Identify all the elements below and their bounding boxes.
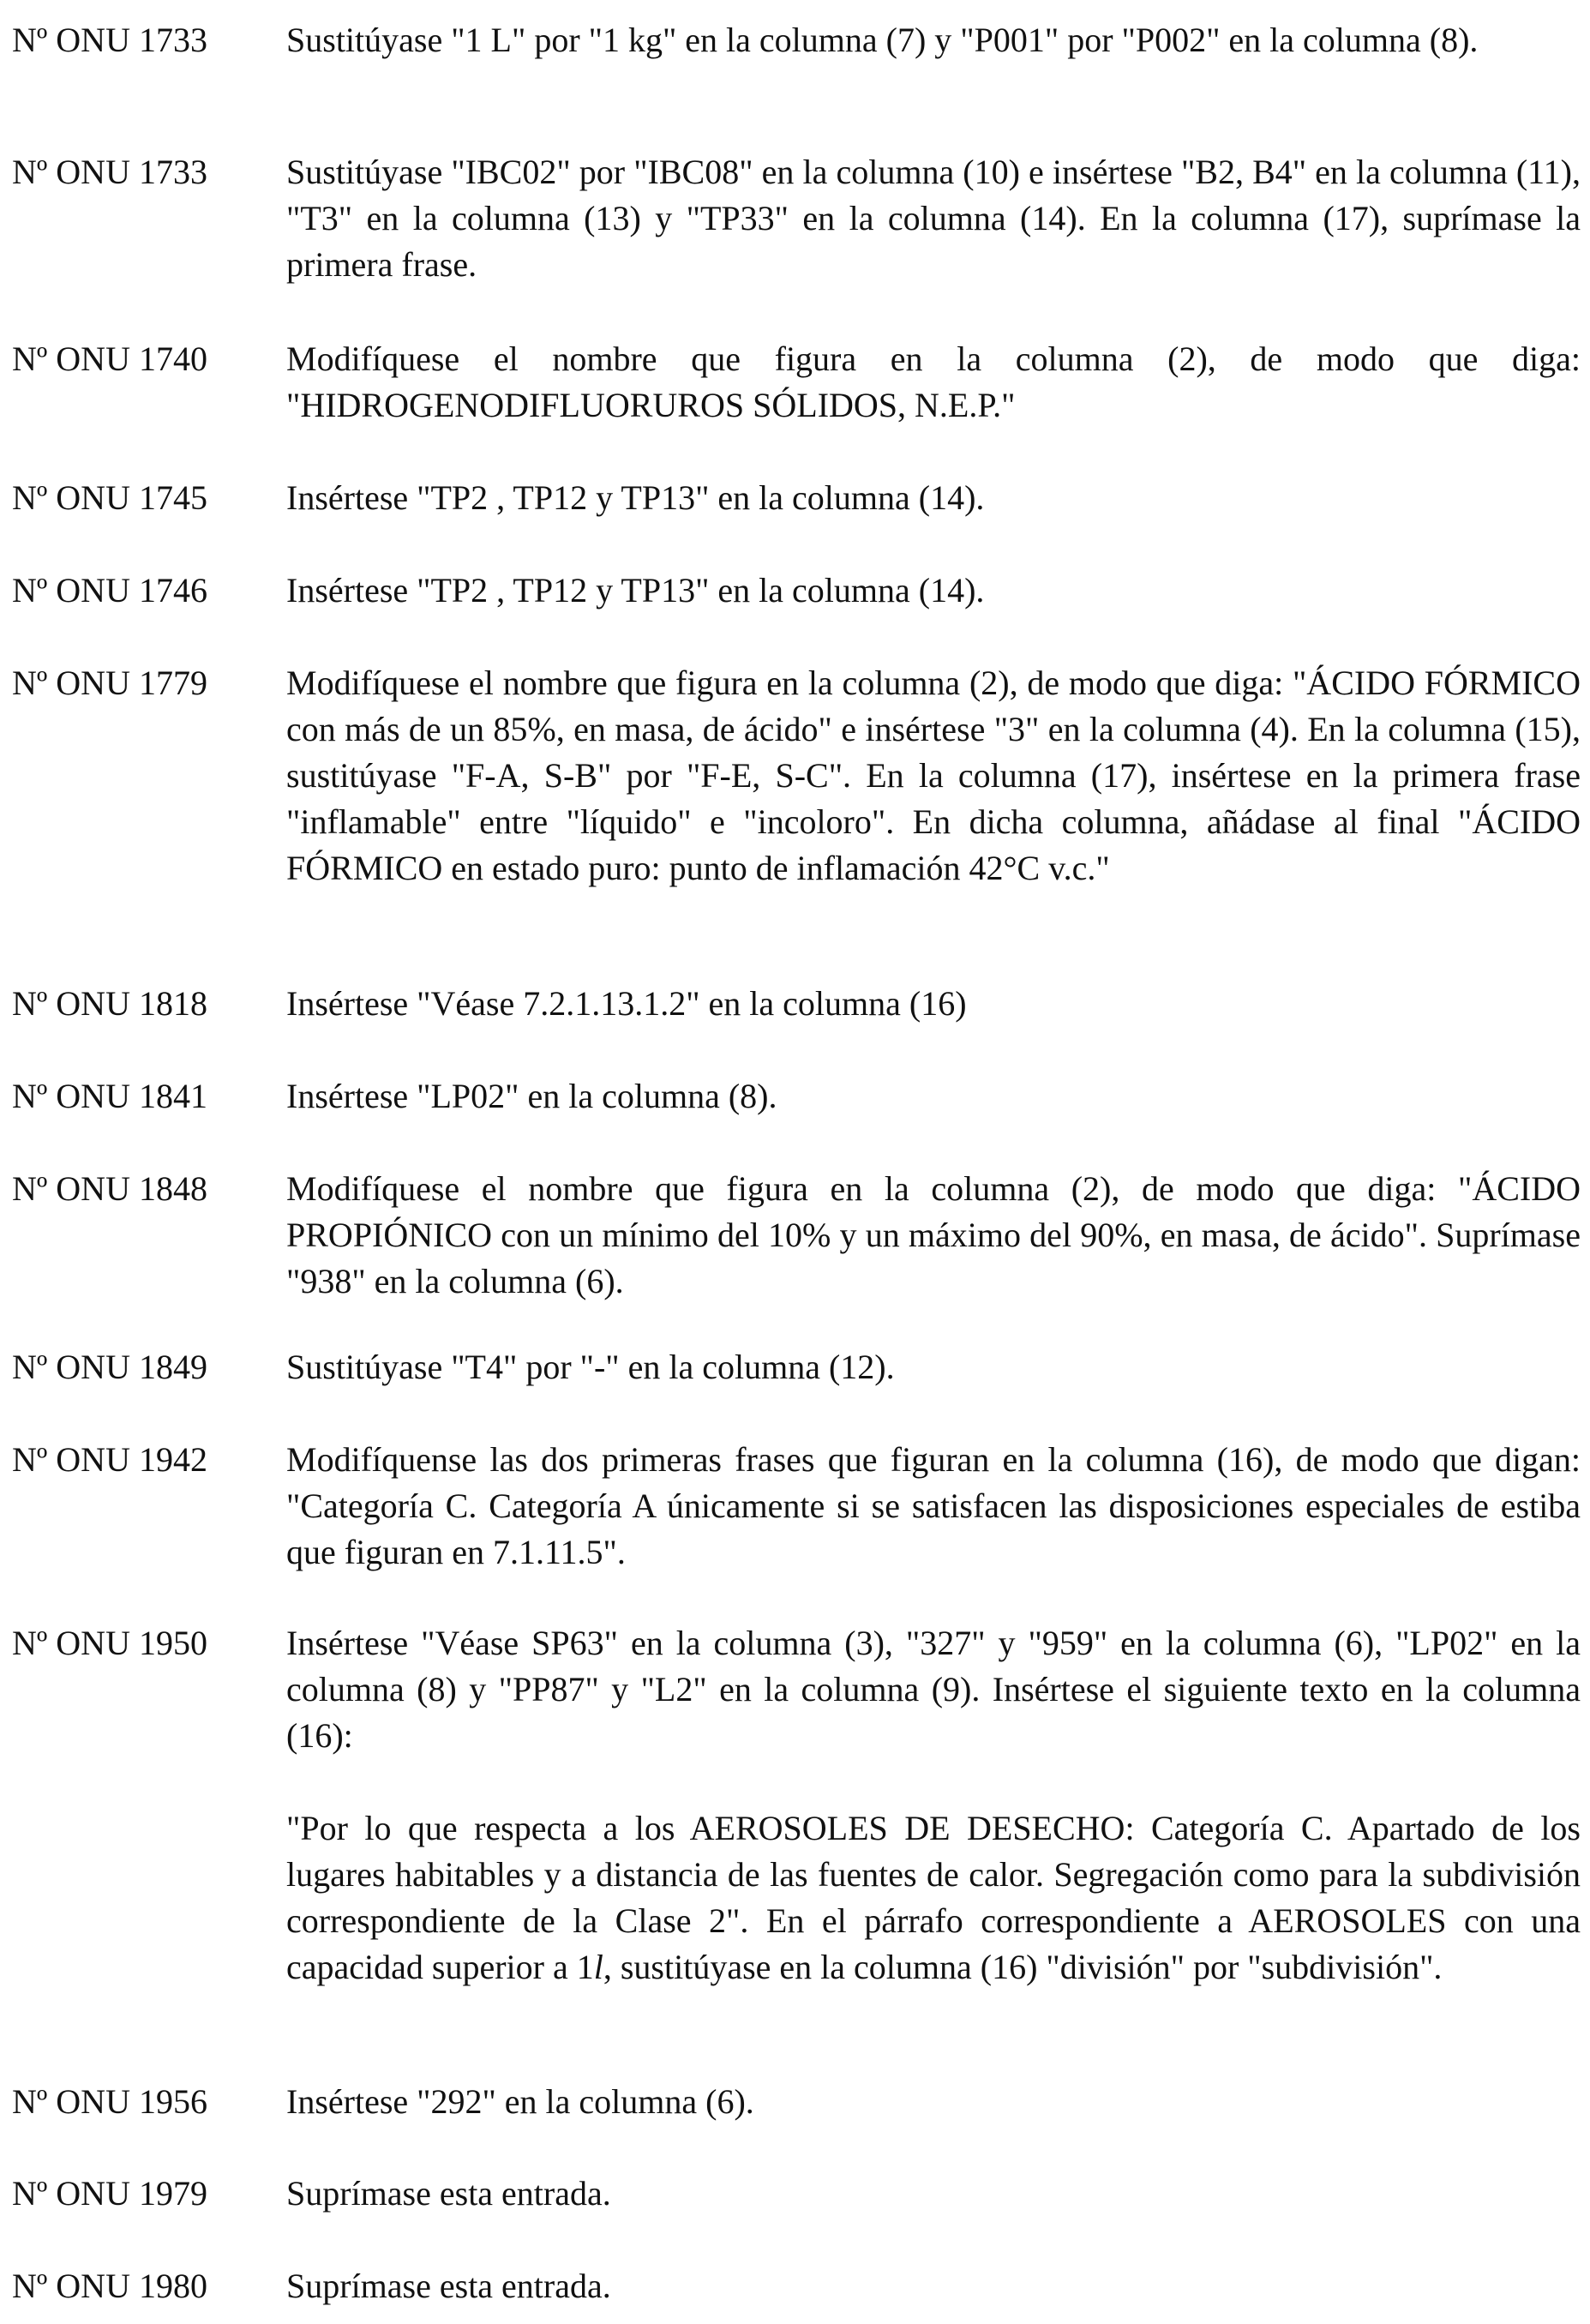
entry-text: Suprímase esta entrada. xyxy=(286,2267,611,2305)
entry-text: Insértese "TP2 , TP12 y TP13" en la columna (14). xyxy=(286,478,985,517)
entry-1733-a xyxy=(12,17,1581,63)
entry-text: Modifíquese el nombre que figura en la columna (2), de modo que diga: "HIDROGENODIFLUORUROS SÓLIDOS, N.E.P." xyxy=(286,339,1581,424)
un-number-label: Nº ONU 1950 xyxy=(12,1624,207,1662)
un-number-label: Nº ONU 1841 xyxy=(12,1077,207,1115)
entry-1746 xyxy=(12,567,1581,614)
un-number-label: Nº ONU 1848 xyxy=(12,1169,207,1208)
entry-text: Modifíquese el nombre que figura en la columna (2), de modo que diga: "ÁCIDO FÓRMICO con más de un 85%, en masa, de ácido" e insértese "3" en la columna (4). En la columna (15), sustitúyase "F-A, S-B" por "F-E, S-C". En la columna (17), insértese en la primera frase "inflamable" entre "líquido" e "incoloro". En dicha columna, añádase al final "ÁCIDO FÓRMICO en estado puro: punto de inflamación 42°C v.c." xyxy=(286,664,1581,887)
entry-1779 xyxy=(12,660,1581,892)
un-number-label: Nº ONU 1818 xyxy=(12,984,207,1023)
entry-text: Insértese "Véase SP63" en la columna (3), "327" y "959" en la columna (6), "LP02" en la columna (8) y "PP87" y "L2" en la columna (9). Insértese el siguiente texto en la columna (16): xyxy=(286,1624,1581,1755)
entry-text: Sustitúyase "IBC02" por "IBC08" en la columna (10) e insértese "B2, B4" en la columna (11), "T3" en la columna (13) y "TP33" en la columna (14). En la columna (17), suprímase la primera frase. xyxy=(286,153,1581,284)
un-number-label: Nº ONU 1849 xyxy=(12,1348,207,1386)
entry-1956 xyxy=(12,2079,1581,2125)
entry-1950 xyxy=(12,1620,1581,1991)
un-number-label: Nº ONU 1942 xyxy=(12,1440,207,1479)
unit-litre: l xyxy=(593,1948,603,1986)
entry-1733-b xyxy=(12,149,1581,288)
un-number-label: Nº ONU 1779 xyxy=(12,664,207,702)
entry-1980 xyxy=(12,2263,1581,2309)
entry-text: Modifíquese el nombre que figura en la columna (2), de modo que diga: "ÁCIDO PROPIÓNICO con un mínimo del 10% y un máximo del 90%, en masa, de ácido". Suprímase "938" en la columna (6). xyxy=(286,1169,1581,1300)
un-number-label: Nº ONU 1746 xyxy=(12,571,207,610)
entry-1979 xyxy=(12,2171,1581,2217)
entry-text: Insértese "292" en la columna (6). xyxy=(286,2082,754,2121)
entry-text: Sustitúyase "T4" por "-" en la columna (12). xyxy=(286,1348,895,1386)
un-number-label: Nº ONU 1733 xyxy=(12,21,207,59)
entry-1818 xyxy=(12,981,1581,1027)
entry-text: Sustitúyase "1 L" por "1 kg" en la columna (7) y "P001" por "P002" en la columna (8). xyxy=(286,21,1479,59)
un-number-label: Nº ONU 1956 xyxy=(12,2082,207,2121)
entry-1849 xyxy=(12,1344,1581,1390)
entry-1942 xyxy=(12,1437,1581,1576)
un-number-label: Nº ONU 1980 xyxy=(12,2267,207,2305)
entry-1745 xyxy=(12,475,1581,521)
un-number-label: Nº ONU 1740 xyxy=(12,339,207,378)
un-number-label: Nº ONU 1979 xyxy=(12,2174,207,2213)
entry-1740 xyxy=(12,336,1581,429)
entry-1848 xyxy=(12,1166,1581,1305)
entry-1841 xyxy=(12,1073,1581,1120)
un-number-label: Nº ONU 1733 xyxy=(12,153,207,191)
entry-text: Suprímase esta entrada. xyxy=(286,2174,611,2213)
entry-text: Insértese "LP02" en la columna (8). xyxy=(286,1077,777,1115)
entry-text: Insértese "TP2 , TP12 y TP13" en la columna (14). xyxy=(286,571,985,610)
un-number-label: Nº ONU 1745 xyxy=(12,478,207,517)
entry-text-continuation: "Por lo que respecta a los AEROSOLES DE DESECHO: Categoría C. Apartado de los lugares habitables y a distancia de las fuentes de calor. Segregación como para la subdivisión correspondiente de la Clase 2". En el párrafo correspondiente a AEROSOLES con una capacidad superior a 1l, sustitúyase en la columna (16) "división" por "subdivisión". xyxy=(286,1809,1581,1986)
entry-text: Insértese "Véase 7.2.1.13.1.2" en la columna (16) xyxy=(286,984,967,1023)
entry-text: Modifíquense las dos primeras frases que figuran en la columna (16), de modo que digan: "Categoría C. Categoría A únicamente si se satisfacen las disposiciones especiales de estiba que figuran en 7.1.11.5". xyxy=(286,1440,1581,1571)
